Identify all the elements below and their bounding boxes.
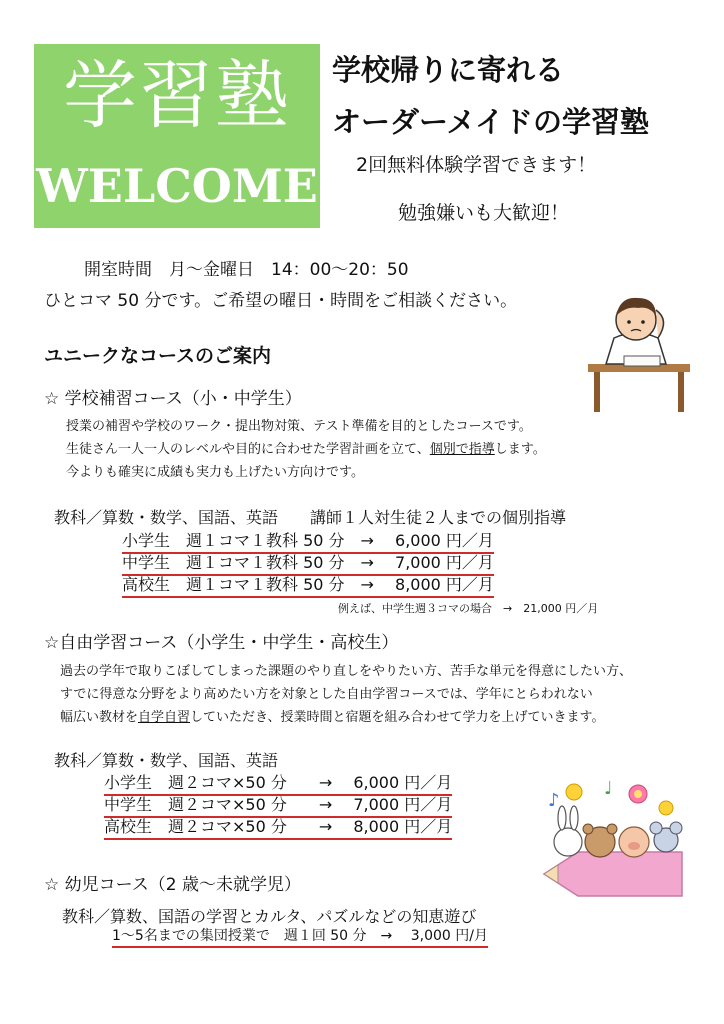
course1-desc-line3: 今よりも確実に成績も実力も上げたい方向けです。 <box>66 465 364 480</box>
course2-price-junior-high: 中学生 週２コマ×50 分 → 7,000 円／月 <box>104 792 452 818</box>
svg-text:♩: ♩ <box>604 778 613 799</box>
course1-desc-line2: 生徒さん一人一人のレベルや目的に合わせた学習計画を立て、個別で指導します。 <box>66 442 546 457</box>
course3-title: ☆ 幼児コース（2 歳～未就学児） <box>44 875 302 895</box>
tagline-welcome: 勉強嫌いも大歓迎！ <box>398 202 570 224</box>
individual-instruction-text: 個別で指導 <box>429 442 495 457</box>
course2-title: ☆自由学習コース（小学生・中学生・高校生） <box>44 633 399 653</box>
course1-price-high-school: 高校生 週１コマ１教科 50 分 → 8,000 円／月 <box>122 572 494 598</box>
course2-desc-line1: 過去の学年で取りこぼしてしまった課題のやり直しをやりたい方、苦手な単元を得意にしたい方、 <box>60 664 633 679</box>
logo-main-text: 学習塾 <box>63 53 291 139</box>
courses-heading: ユニークなコースのご案内 <box>44 345 272 367</box>
headline-line2: オーダーメイドの学習塾 <box>332 105 649 139</box>
lesson-length-note: ひとコマ 50 分です。ご希望の曜日・時間をご相談ください。 <box>44 291 518 311</box>
course1-subjects: 教科／算数・数学、国語、英語 講師１人対生徒２人までの個別指導 <box>54 508 567 527</box>
course1-desc-line1: 授業の補習や学校のワーク・提出物対策、テスト準備を目的としたコースです。 <box>66 419 532 434</box>
student-thinking-illustration <box>584 290 694 420</box>
course2-desc-line3: 幅広い教材を自学自習していただき、授業時間と宿題を組み合わせて学力を上げていきます。 <box>60 710 605 725</box>
headline-line1: 学校帰りに寄れる <box>332 53 565 87</box>
course2-price-elementary: 小学生 週２コマ×50 分 → 6,000 円／月 <box>104 770 452 796</box>
logo-welcome-text: WELCOME <box>36 159 318 213</box>
course2-price-high-school: 高校生 週２コマ×50 分 → 8,000 円／月 <box>104 814 452 840</box>
logo <box>34 44 320 228</box>
self-study-text: 自学自習 <box>138 710 191 725</box>
course3-price: 1～5名までの集団授業で 週１回 50 分 → 3,000 円/月 <box>112 925 488 948</box>
course1-price-junior-high: 中学生 週１コマ１教科 50 分 → 7,000 円／月 <box>122 550 494 576</box>
course3-subjects: 教科／算数、国語の学習とカルタ、パズルなどの知恵遊び <box>62 907 477 926</box>
animals-pencil-illustration <box>538 772 684 904</box>
course2-subjects: 教科／算数・数学、国語、英語 <box>54 751 279 770</box>
svg-text:♪: ♪ <box>548 790 560 811</box>
course1-example-note: 例えば、中学生週３コマの場合 → 21,000 円／月 <box>338 602 599 615</box>
course1-title: ☆ 学校補習コース（小・中学生） <box>44 389 302 409</box>
opening-hours: 開室時間 月～金曜日 14：00～20：50 <box>84 260 409 280</box>
tagline-trial: 2回無料体験学習できます！ <box>356 154 597 176</box>
course2-desc-line2: すでに得意な分野をより高めたい方を対象とした自由学習コースでは、学年にとらわれない <box>60 687 593 702</box>
course1-price-elementary: 小学生 週１コマ１教科 50 分 → 6,000 円／月 <box>122 528 494 554</box>
